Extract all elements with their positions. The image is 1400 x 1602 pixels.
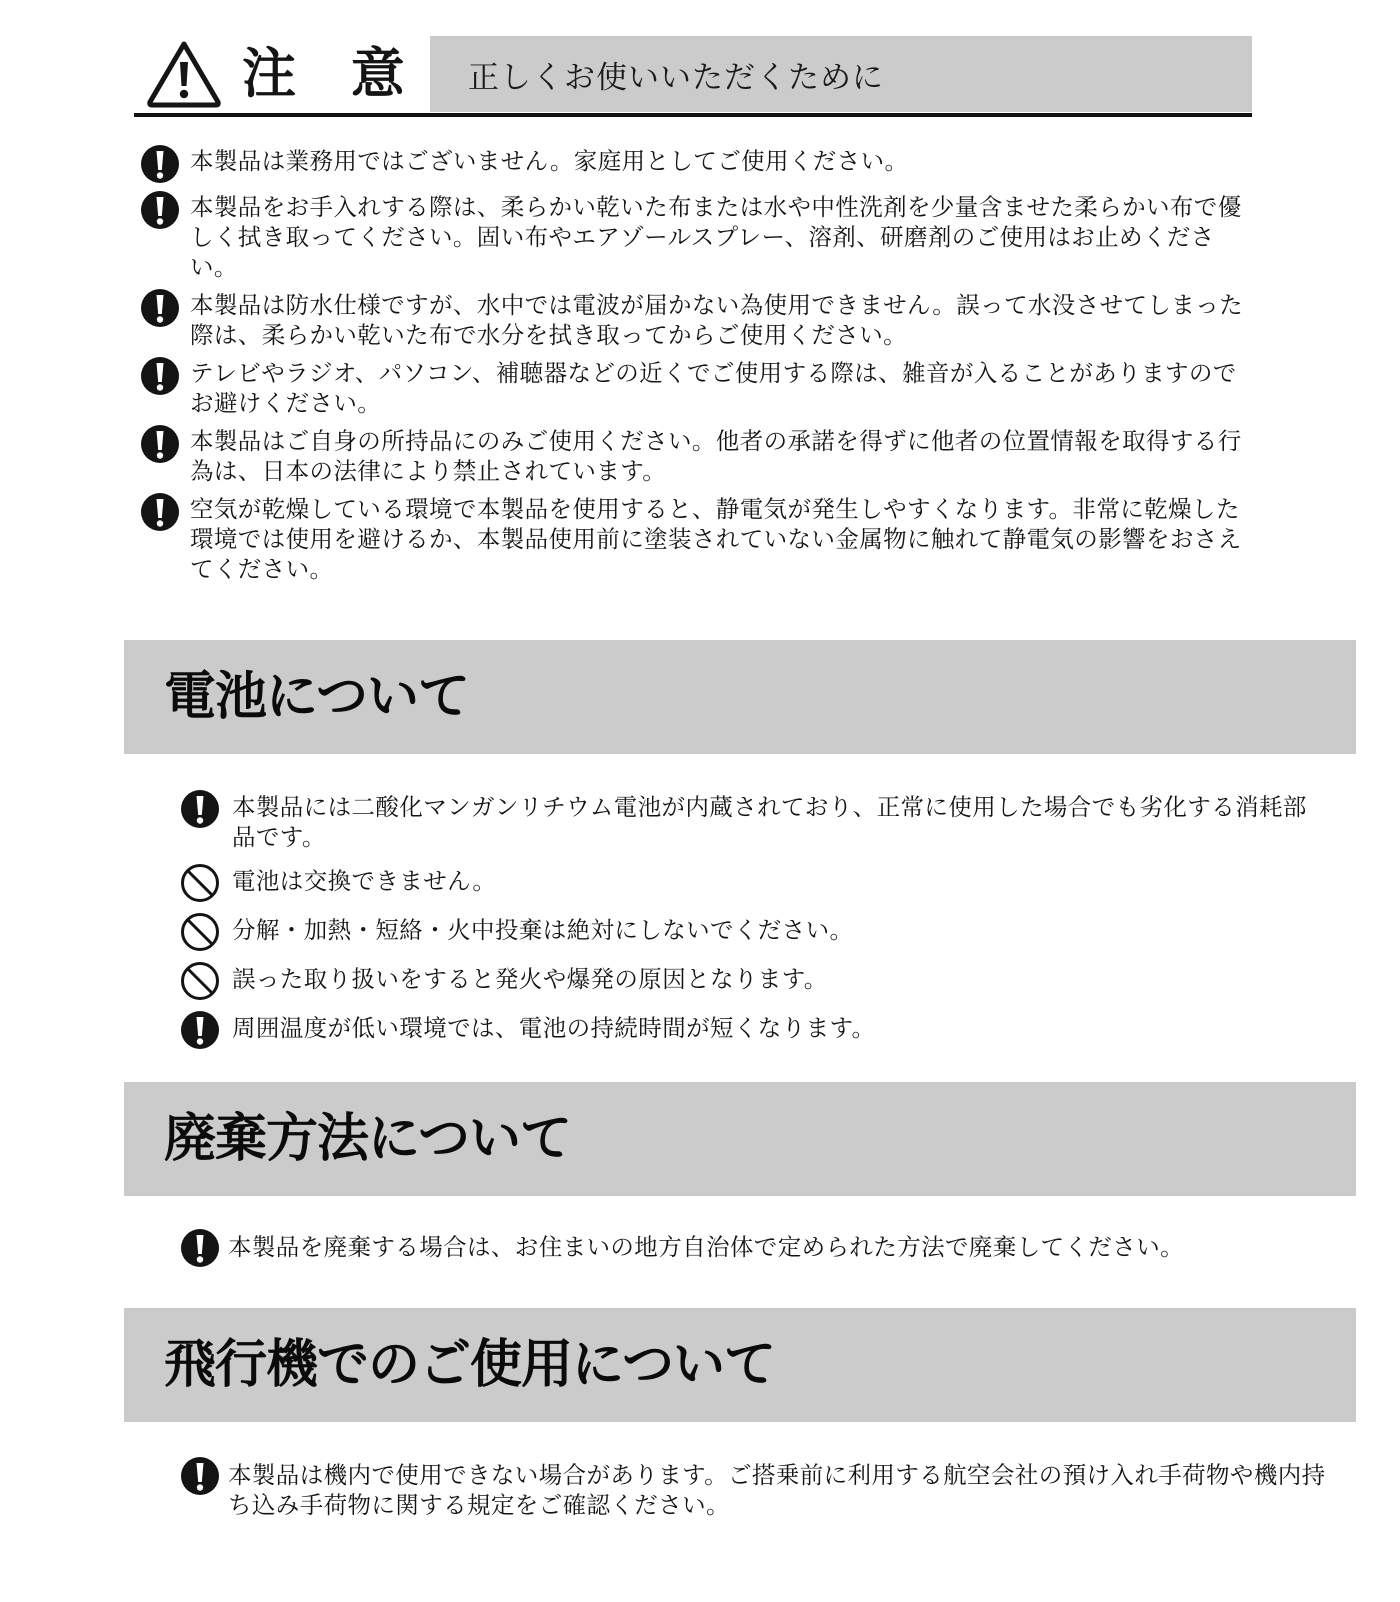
battery-section-header (124, 640, 1356, 754)
flight-section-title: 飛行機でのご使用について (164, 1335, 775, 1395)
flight-item-text: 本製品は機内で使用できない場合があります。ご搭乗前に利用する航空会社の預け入れ手荷物や機内持ち込み手荷物に関する規定をご確認ください。 (228, 1461, 1326, 1519)
disposal-item-text: 本製品を廃棄する場合は、お住まいの地方自治体で定められた方法で廃棄してください。 (228, 1233, 1184, 1261)
caution-item (140, 358, 1260, 418)
battery-list (180, 792, 1330, 1062)
caution-header (134, 34, 1252, 116)
caution-item-text: 本製品は業務用ではございません。家庭用としてご使用ください。 (190, 147, 909, 175)
caution-divider (134, 113, 1252, 117)
caution-item (140, 192, 1260, 282)
exclamation-circle-icon (140, 424, 180, 464)
caution-title: 注 意 (242, 42, 423, 105)
caution-item-text: 本製品は防水仕様ですが、水中では電波が届かない為使用できません。誤って水没させてしまった際は、柔らかい乾いた布で水分を拭き取ってからご使用ください。 (190, 291, 1244, 349)
flight-section-header (124, 1308, 1356, 1422)
caution-item-text: 空気が乾燥している環境で本製品を使用すると、静電気が発生しやすくなります。非常に乾燥した環境では使用を避けるか、本製品使用前に塗装されていない金属物に触れて静電気の影響をおさえてください。 (190, 495, 1242, 583)
prohibited-icon (180, 863, 220, 903)
caution-item (140, 494, 1260, 584)
caution-item (140, 290, 1260, 350)
prohibited-icon (180, 912, 220, 952)
caution-item-text: 本製品をお手入れする際は、柔らかい乾いた布または水や中性洗剤を少量含ませた柔らかい布で優しく拭き取ってください。固い布やエアゾールスプレー、溶剤、研磨剤のご使用はお止めください。 (190, 193, 1242, 281)
exclamation-circle-icon (140, 356, 180, 396)
battery-item-text: 電池は交換できません。 (232, 867, 497, 895)
caution-item (140, 426, 1260, 486)
disposal-section-title: 廃棄方法について (164, 1109, 571, 1169)
exclamation-circle-icon (140, 190, 180, 230)
battery-item (180, 792, 1330, 852)
caution-item-text: 本製品はご自身の所持品にのみご使用ください。他者の承諾を得ずに他者の位置情報を取得する行為は、日本の法律により禁止されています。 (190, 427, 1242, 485)
battery-item-text: 誤った取り扱いをすると発火や爆発の原因となります。 (232, 965, 828, 993)
exclamation-circle-icon (180, 1010, 220, 1050)
exclamation-circle-icon (140, 492, 180, 532)
caution-title-block (134, 34, 430, 114)
battery-item (180, 1013, 1330, 1050)
disposal-list (180, 1232, 1330, 1268)
flight-list (180, 1460, 1340, 1520)
disposal-item (180, 1232, 1330, 1268)
exclamation-circle-icon (140, 144, 180, 184)
exclamation-circle-icon (140, 288, 180, 328)
battery-item (180, 915, 1330, 952)
battery-item-text: 分解・加熱・短絡・火中投棄は絶対にしないでください。 (232, 916, 854, 944)
battery-item (180, 964, 1330, 1001)
caution-item-text: テレビやラジオ、パソコン、補聴器などの近くでご使用する際は、雑音が入ることがありますのでお避けください。 (190, 359, 1237, 417)
battery-item (180, 866, 1330, 903)
caution-subtitle-bar (430, 36, 1252, 112)
disposal-section-header (124, 1082, 1356, 1196)
exclamation-circle-icon (180, 1228, 220, 1268)
exclamation-circle-icon (180, 789, 220, 829)
prohibited-icon (180, 961, 220, 1001)
battery-item-text: 周囲温度が低い環境では、電池の持続時間が短くなります。 (232, 1014, 876, 1042)
battery-section-title: 電池について (164, 667, 469, 727)
caution-item (140, 146, 1260, 184)
caution-subtitle: 正しくお使いいただくために (468, 59, 884, 96)
exclamation-circle-icon (180, 1456, 220, 1496)
caution-list (140, 146, 1260, 592)
battery-item-text: 本製品には二酸化マンガンリチウム電池が内蔵されており、正常に使用した場合でも劣化する消耗部品です。 (232, 793, 1307, 851)
warning-triangle-icon (146, 40, 222, 108)
flight-item (180, 1460, 1340, 1520)
